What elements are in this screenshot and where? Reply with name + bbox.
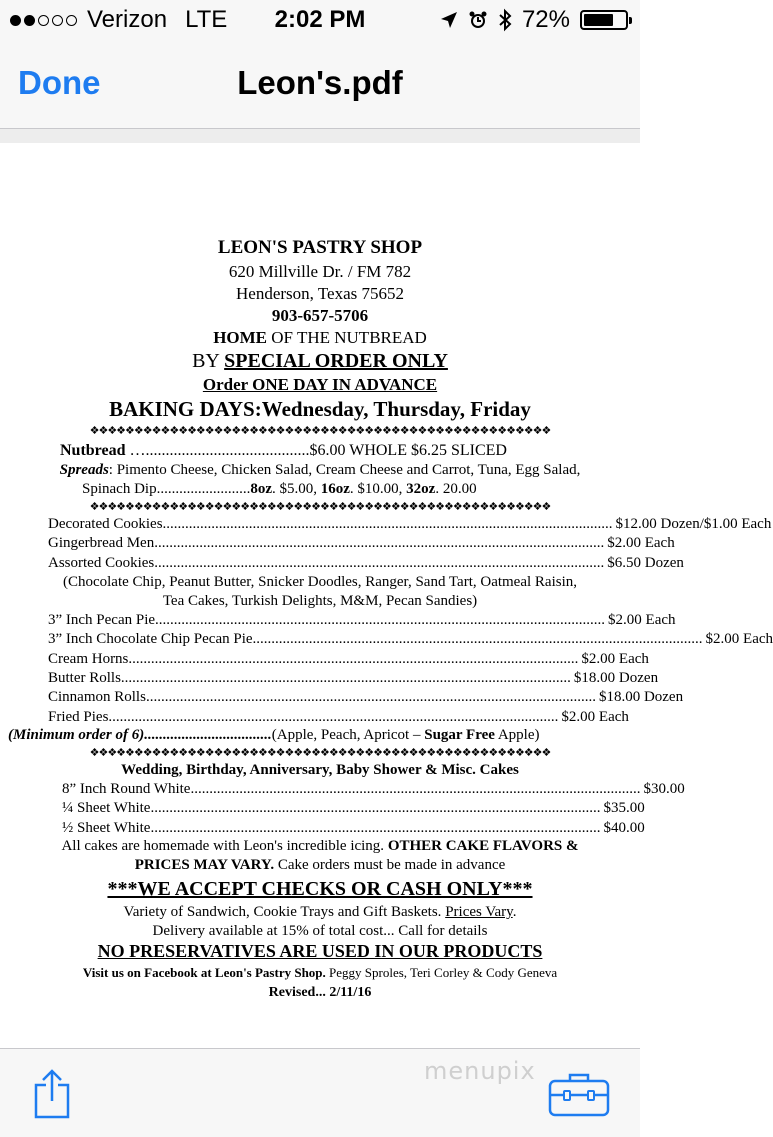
home-bold: HOME xyxy=(213,328,268,347)
carrier-name: Verizon xyxy=(87,6,168,33)
apple-close: Apple) xyxy=(494,727,540,743)
menu-item-label: Fried Pies xyxy=(48,708,109,725)
dot-leader: ........................................................................................................................ xyxy=(150,800,601,817)
navigation-bar xyxy=(0,40,640,129)
menu-item-price: $2.00 Each xyxy=(607,535,675,552)
menu-item-row xyxy=(48,688,684,707)
toolbox-icon[interactable] xyxy=(548,1071,610,1117)
checks-text: ***WE ACCEPT CHECKS OR CASH ONLY*** xyxy=(107,878,533,900)
nutbread-label: Nutbread xyxy=(60,442,126,459)
address-line-2: Henderson, Texas 75652 xyxy=(236,284,404,303)
menu-item-row xyxy=(62,780,685,799)
checks-or-cash xyxy=(0,877,640,901)
menu-item-price: $2.00 Each xyxy=(561,708,629,725)
menu-item-label: Assorted Cookies xyxy=(48,554,155,571)
variety-line xyxy=(0,903,640,922)
facebook-bold: Visit us on Facebook at Leon's Pastry Shop. xyxy=(82,965,326,980)
menu-item-price: $30.00 xyxy=(643,781,685,797)
min-order: (Minimum order of 6).................................. xyxy=(8,727,272,743)
location-icon xyxy=(440,11,458,29)
menu-item-price: $2.00 Each xyxy=(581,650,649,667)
spreads-line-2 xyxy=(82,480,477,499)
price-32oz: . 20.00 xyxy=(435,481,477,497)
home-rest: OF THE NUTBREAD xyxy=(267,328,427,347)
status-right xyxy=(440,6,628,34)
menu-item-price: $40.00 xyxy=(603,819,645,836)
battery-percent: 72% xyxy=(521,6,570,33)
spinach-dip: Spinach Dip......................... xyxy=(82,481,251,497)
dot-leader: ........................................................................................................................ xyxy=(120,669,571,686)
menu-item-row xyxy=(48,534,675,553)
menu-item-label: Gingerbread Men xyxy=(48,535,155,552)
battery-icon xyxy=(580,10,628,30)
status-bar xyxy=(0,0,640,40)
special-order-line xyxy=(0,350,640,372)
dot-leader: ........................................................................................................................ xyxy=(162,516,613,532)
nutbread-row xyxy=(60,441,507,460)
menu-item-price: $35.00 xyxy=(603,800,645,817)
spreads-label: Spreads xyxy=(59,462,109,478)
dot-leader: ........................................................................................................................ xyxy=(108,708,559,725)
menu-item-label: Cinnamon Rolls xyxy=(48,689,146,706)
divider-2: ❖❖❖❖❖❖❖❖❖❖❖❖❖❖❖❖❖❖❖❖❖❖❖❖❖❖❖❖❖❖❖❖❖❖❖❖❖❖❖❖❖❖❖❖❖❖❖❖❖❖❖❖ xyxy=(89,501,551,513)
spreads-list: : Pimento Cheese, Chicken Salad, Cream Cheese and Carrot, Tuna, Egg Salad, xyxy=(108,462,581,478)
home-of-nutbread xyxy=(0,328,640,347)
no-preservatives-text: NO PRESERVATIVES ARE USED IN OUR PRODUCTS xyxy=(97,941,543,961)
menu-item-label: ¼ Sheet White xyxy=(62,800,151,817)
menu-item-label: ½ Sheet White xyxy=(62,819,151,836)
cakes-note-1 xyxy=(0,837,640,856)
dot-leader: ........................................................................................................................ xyxy=(150,819,601,836)
prices-vary: Prices Vary xyxy=(445,904,513,920)
cakes-heading: Wedding, Birthday, Anniversary, Baby Shower & Misc. Cakes xyxy=(121,762,519,778)
price-16oz: . $10.00, xyxy=(349,481,407,497)
size-16oz: 16oz xyxy=(320,481,350,497)
network-type: LTE xyxy=(185,6,228,33)
done-button[interactable]: Done xyxy=(18,64,101,101)
special-order-only: SPECIAL ORDER ONLY xyxy=(224,350,448,372)
menu-item-row xyxy=(48,650,649,669)
menu-item-price: $2.00 Each xyxy=(608,612,676,628)
phone-number: 903-657-5706 xyxy=(271,306,369,325)
status-time: 2:02 PM xyxy=(274,6,366,33)
menu-item-label: 8” Inch Round White xyxy=(62,781,191,797)
battery-fill xyxy=(584,14,613,26)
alarm-icon xyxy=(468,10,488,30)
menu-item-row xyxy=(48,554,684,573)
min-order-row xyxy=(8,726,540,745)
cakes-note-c: PRICES MAY VARY. xyxy=(134,857,275,873)
menu-item-row xyxy=(62,799,645,818)
dot-leader: ........................................................................................................................ xyxy=(128,650,579,667)
pdf-page[interactable] xyxy=(0,143,773,1048)
menu-item-label: Decorated Cookies xyxy=(48,516,163,532)
cookie-flavors-1: (Chocolate Chip, Peanut Butter, Snicker Doodles, Ranger, Sand Tart, Oatmeal Raisin, xyxy=(62,574,578,590)
menu-item-price: $2.00 Each xyxy=(705,631,773,648)
order-advance-text: Order ONE DAY IN ADVANCE xyxy=(202,375,438,394)
menu-item-label: 3” Inch Chocolate Chip Pecan Pie xyxy=(48,631,253,648)
size-32oz: 32oz xyxy=(406,481,436,497)
cakes-note-d: Cake orders must be made in advance xyxy=(274,857,506,873)
menu-item-price: $18.00 Dozen xyxy=(573,669,659,686)
page-gutter xyxy=(0,129,640,143)
variety-a: Variety of Sandwich, Cookie Trays and Gift Baskets. xyxy=(123,904,446,920)
size-8oz: 8oz xyxy=(250,481,272,497)
document-title: Leon's.pdf xyxy=(237,64,403,101)
variety-c: . xyxy=(512,904,517,920)
facebook-line xyxy=(0,963,640,982)
cookie-flavors-2: Tea Cakes, Turkish Delights, M&M, Pecan Sandies) xyxy=(162,593,478,609)
dot-leader: ........................................................................................................................ xyxy=(154,554,605,571)
bottom-toolbar xyxy=(0,1048,640,1137)
revised-date: Revised... 2/11/16 xyxy=(268,985,372,1000)
cakes-note-b: OTHER CAKE FLAVORS & xyxy=(387,838,579,854)
dot-leader: ........................................................................................................................ xyxy=(154,535,605,552)
menu-item-row xyxy=(62,819,645,838)
divider-1: ❖❖❖❖❖❖❖❖❖❖❖❖❖❖❖❖❖❖❖❖❖❖❖❖❖❖❖❖❖❖❖❖❖❖❖❖❖❖❖❖❖❖❖❖❖❖❖❖❖❖❖❖ xyxy=(89,425,551,437)
nutbread-price: ….........................................$6.00 WHOLE $6.25 SLICED xyxy=(125,442,507,459)
menu-item-label: Cream Horns xyxy=(48,650,129,667)
menu-item-label: 3” Inch Pecan Pie xyxy=(48,612,156,628)
menu-item-row xyxy=(48,708,629,727)
menu-item-row xyxy=(48,669,659,688)
watermark: menupix xyxy=(424,1057,536,1085)
divider-3: ❖❖❖❖❖❖❖❖❖❖❖❖❖❖❖❖❖❖❖❖❖❖❖❖❖❖❖❖❖❖❖❖❖❖❖❖❖❖❖❖❖❖❖❖❖❖❖❖❖❖❖❖ xyxy=(89,747,551,759)
menu-item-row xyxy=(48,515,772,534)
menu-item-row xyxy=(48,611,676,630)
menu-item-price: $12.00 Dozen/$1.00 Each xyxy=(615,516,772,532)
menu-item-price: $6.50 Dozen xyxy=(607,554,684,571)
dot-leader: ........................................................................................................................ xyxy=(155,612,606,628)
menu-item-price: $18.00 Dozen xyxy=(598,689,684,706)
address-line-1: 620 Millville Dr. / FM 782 xyxy=(228,262,412,281)
cakes-note-a: All cakes are homemade with Leon's incredible icing. xyxy=(61,838,388,854)
dot-leader: ........................................................................................................................ xyxy=(145,689,596,706)
share-icon[interactable] xyxy=(32,1069,72,1119)
bluetooth-icon xyxy=(498,9,512,31)
no-preservatives xyxy=(0,941,640,962)
by-prefix: BY xyxy=(192,350,225,372)
delivery-line: Delivery available at 15% of total cost... Call for details xyxy=(152,923,488,939)
menu-item-row xyxy=(48,630,773,649)
dot-leader: ........................................................................................................................ xyxy=(252,631,703,648)
price-8oz: . $5.00, xyxy=(272,481,321,497)
cakes-note-2 xyxy=(0,856,640,875)
order-advance xyxy=(0,375,640,394)
sugar-free: Sugar Free xyxy=(424,727,495,743)
dot-leader: ........................................................................................................................ xyxy=(190,781,641,797)
shop-name: LEON'S PASTRY SHOP xyxy=(217,237,423,258)
facebook-rest: Peggy Sproles, Teri Corley & Cody Geneva xyxy=(325,965,558,980)
spreads-line-1 xyxy=(0,461,640,480)
fried-flavors: (Apple, Peach, Apricot – xyxy=(271,727,425,743)
baking-days: BAKING DAYS:Wednesday, Thursday, Friday xyxy=(109,397,531,421)
menu-item-label: Butter Rolls xyxy=(48,669,121,686)
